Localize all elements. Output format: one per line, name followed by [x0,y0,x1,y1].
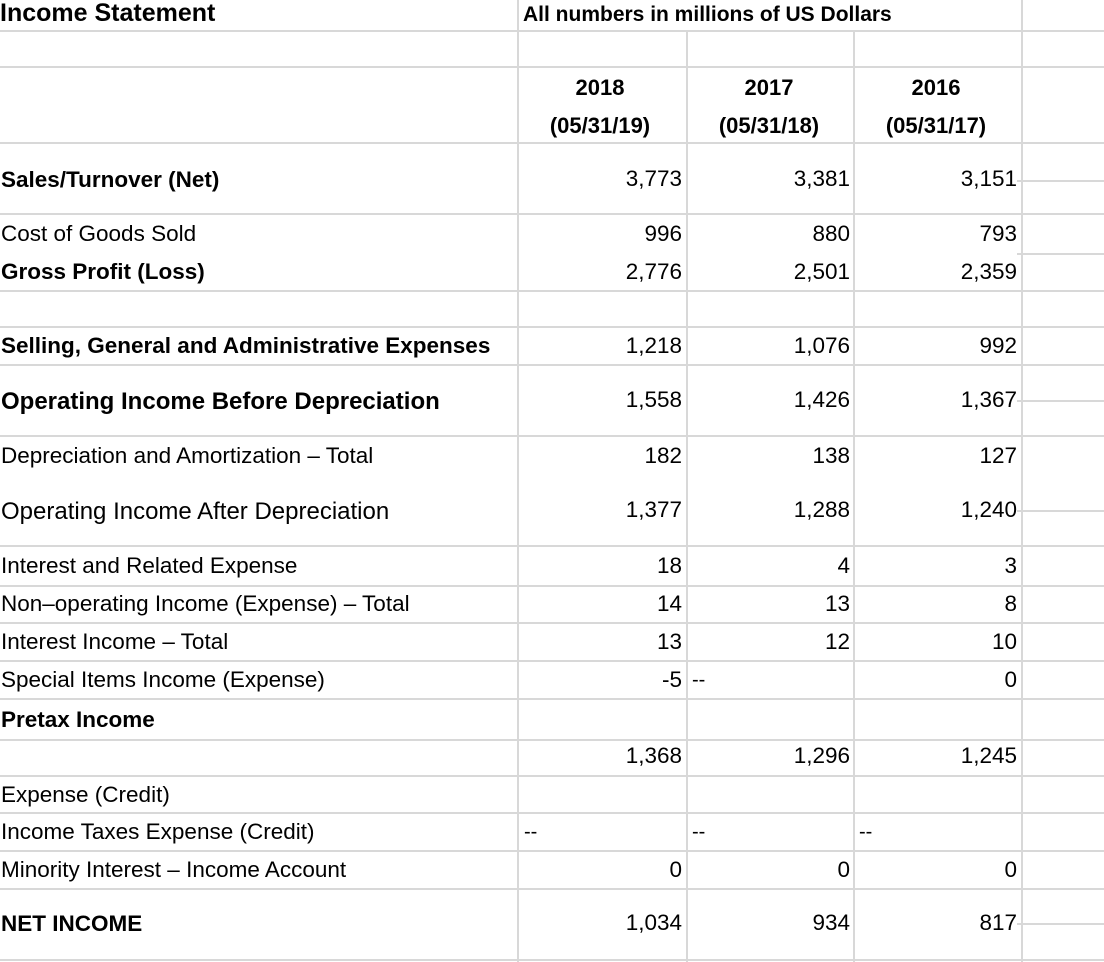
gridline [0,622,1104,624]
gridline [0,435,1104,437]
gridline [0,30,1104,32]
row-label-sales: Sales/Turnover (Net) [1,167,220,192]
cell-income-taxes-2018: -- [524,821,538,843]
row-label-expense-credit: Expense (Credit) [1,782,170,807]
row-label-income-taxes: Income Taxes Expense (Credit) [1,819,315,844]
row-label-depreciation: Depreciation and Amortization – Total [1,443,374,468]
gridline [853,30,855,962]
cell-minority-interest-2018: 0 [669,857,682,882]
cell-minority-interest-2016: 0 [1004,857,1017,882]
gridline [1021,0,1023,962]
row-label-cogs: Cost of Goods Sold [1,221,197,246]
gridline [0,660,1104,662]
gridline [0,142,1104,144]
cell-oiad-2017: 1,288 [793,497,850,522]
row-label-nonoperating: Non–operating Income (Expense) – Total [1,591,410,616]
gridline [0,364,1104,366]
period-end-2018: (05/31/19) [549,113,651,138]
gridline [0,959,1104,961]
cell-oibd-2016: 1,367 [960,387,1017,412]
row-label-pretax-income: Pretax Income [1,707,155,732]
cell-oibd-2017: 1,426 [793,387,850,412]
cell-special-items-2017: -- [692,669,706,691]
cell-cogs-2018: 996 [644,221,682,246]
cell-sga-2018: 1,218 [625,333,682,358]
gridline [0,290,1104,292]
cell-interest-expense-2018: 18 [656,553,682,578]
cell-nonoperating-2018: 14 [656,591,682,616]
gridline [0,698,1104,700]
cell-nonoperating-2016: 8 [1004,591,1017,616]
cell-income-taxes-2016: -- [859,821,873,843]
gridline [0,812,1104,814]
row-label-gross-profit: Gross Profit (Loss) [1,259,205,284]
gridline [1017,253,1104,255]
cell-cogs-2016: 793 [979,221,1017,246]
gridline [517,0,519,962]
gridline [0,775,1104,777]
cell-oibd-2018: 1,558 [625,387,682,412]
cell-net-income-2016: 817 [979,910,1017,935]
cell-net-income-2017: 934 [812,910,850,935]
gridline [1017,923,1104,925]
gridline [0,888,1104,890]
gridline [1017,510,1104,512]
cell-oiad-2016: 1,240 [960,497,1017,522]
row-label-interest-income: Interest Income – Total [1,629,229,654]
cell-depreciation-2018: 182 [644,443,682,468]
cell-special-items-2018: -5 [661,667,682,692]
cell-pretax-income-2016: 1,245 [960,743,1017,768]
row-label-minority-interest: Minority Interest – Income Account [1,857,347,882]
sheet-title: Income Statement [0,0,216,27]
cell-sales-2016: 3,151 [960,166,1017,191]
cell-interest-income-2017: 12 [824,629,850,654]
cell-gross-profit-2018: 2,776 [625,259,682,284]
gridline [1017,400,1104,402]
cell-sga-2016: 992 [979,333,1017,358]
units-note: All numbers in millions of US Dollars [523,3,892,26]
cell-interest-expense-2017: 4 [837,553,850,578]
gridline [0,66,1104,68]
cell-nonoperating-2017: 13 [824,591,850,616]
row-label-interest-expense: Interest and Related Expense [1,553,298,578]
cell-pretax-income-2018: 1,368 [625,743,682,768]
period-end-2016: (05/31/17) [885,113,987,138]
cell-oiad-2018: 1,377 [625,497,682,522]
row-label-oiad: Operating Income After Depreciation [1,498,390,525]
year-header-2018: 2018 [575,75,625,100]
row-label-special-items: Special Items Income (Expense) [1,667,325,692]
row-label-net-income: NET INCOME [1,911,143,936]
gridline [0,850,1104,852]
cell-sga-2017: 1,076 [793,333,850,358]
gridline [0,545,1104,547]
cell-cogs-2017: 880 [812,221,850,246]
cell-pretax-income-2017: 1,296 [793,743,850,768]
cell-interest-income-2018: 13 [656,629,682,654]
year-header-2016: 2016 [911,75,961,100]
cell-gross-profit-2016: 2,359 [960,259,1017,284]
cell-sales-2018: 3,773 [625,166,682,191]
year-header-2017: 2017 [744,75,794,100]
cell-net-income-2018: 1,034 [625,910,682,935]
cell-minority-interest-2017: 0 [837,857,850,882]
gridline [0,739,1104,741]
gridline [686,30,688,962]
gridline [1017,180,1104,182]
row-label-oibd: Operating Income Before Depreciation [1,388,440,415]
gridline [0,585,1104,587]
gridline [0,213,1104,215]
cell-income-taxes-2017: -- [692,821,706,843]
cell-gross-profit-2017: 2,501 [793,259,850,284]
cell-interest-income-2016: 10 [991,629,1017,654]
row-label-sga: Selling, General and Administrative Expenses [1,333,491,358]
cell-special-items-2016: 0 [1004,667,1017,692]
cell-depreciation-2016: 127 [979,443,1017,468]
period-end-2017: (05/31/18) [718,113,820,138]
cell-interest-expense-2016: 3 [1004,553,1017,578]
cell-depreciation-2017: 138 [812,443,850,468]
cell-sales-2017: 3,381 [793,166,850,191]
gridline [0,326,1104,328]
